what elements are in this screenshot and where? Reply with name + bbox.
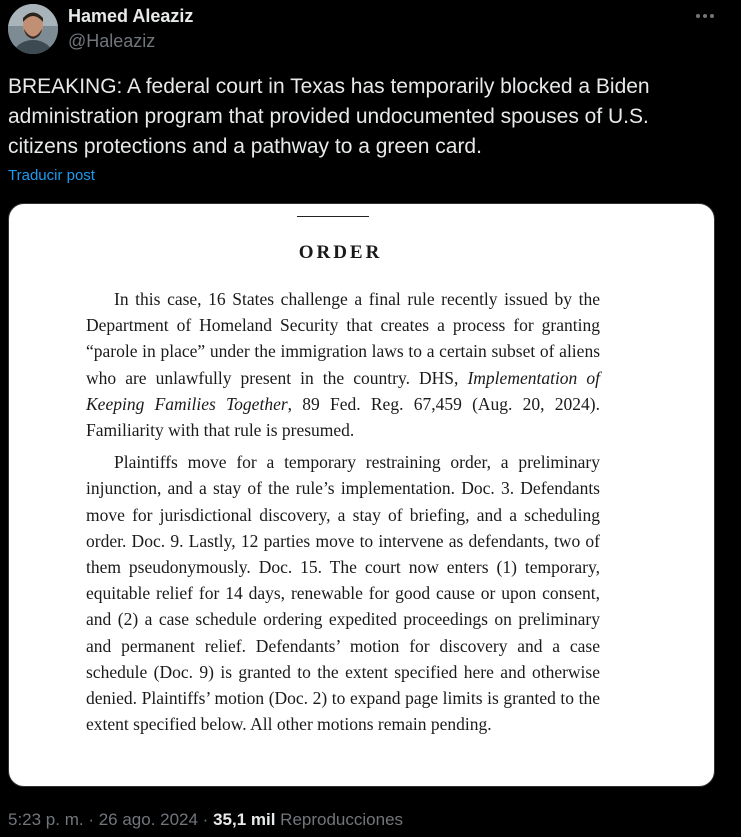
document-paragraph-2: Plaintiffs move for a temporary restraining order, a preliminary injunction, and a stay of the rule’s implementation. Doc. 3. Defendants move for jurisdictional discovery, a stay of briefing, and a scheduling order. Doc. 9. Lastly, 12 parties move to intervene as defendants, two of them pseudonymously. Doc. 15. The court now enters (1) temporary, equitable relief for 14 days, renewable for good cause or upon consent, and (2) a case schedule ordering expedited proceedings on preliminary and permanent relief. Defendants’ motion for discovery and a case schedule (Doc. 9) is granted to the extent specified here and otherwise denied. Plaintiffs’ motion (Doc. 2) to expand page limits is granted to the extent specified below. All other motions remain pending.	[86, 452, 600, 735]
author-handle[interactable]: @Haleaziz	[68, 31, 156, 51]
tweet-meta	[8, 810, 403, 830]
avatar-image	[8, 4, 58, 54]
tweet-text: BREAKING: A federal court in Texas has temporarily blocked a Biden administration program that provided undocumented spouses of U.S. citizens protections and a pathway to a green card.	[8, 75, 650, 158]
translate-post-link[interactable]: Traducir post	[8, 167, 95, 184]
more-horizontal-icon	[695, 13, 715, 19]
views-count: 35,1 mil	[213, 810, 276, 829]
views-label: Reproducciones	[275, 810, 404, 829]
tweet-timestamp[interactable]: 5:23 p. m. · 26 ago. 2024 ·	[8, 810, 214, 829]
tweet-media-image[interactable]	[8, 203, 715, 787]
author-name[interactable]: Hamed Aleaziz	[68, 6, 194, 26]
document-heading: ORDER	[298, 242, 383, 263]
document-divider	[297, 216, 369, 217]
more-options-button[interactable]	[690, 4, 720, 28]
document-paragraph-1-lead: In this case, 16 States challenge a final rule recently issued by the Department of Homeland Security that creates a process for granting “parole in place” under the immigration laws to a certain subset of aliens who are unlawfully present in the country. DHS,	[86, 289, 600, 388]
document-paragraph-1	[86, 286, 600, 443]
author-avatar[interactable]	[8, 4, 58, 54]
document-top-mark: '	[317, 203, 319, 209]
document-citation-title: Implementation of Keeping Families Together	[86, 367, 600, 414]
document-paragraph-1-tail: , 89 Fed. Reg. 67,459 (Aug. 20, 2024). Familiarity with that rule is presumed.	[86, 393, 600, 441]
document-body	[86, 286, 600, 743]
